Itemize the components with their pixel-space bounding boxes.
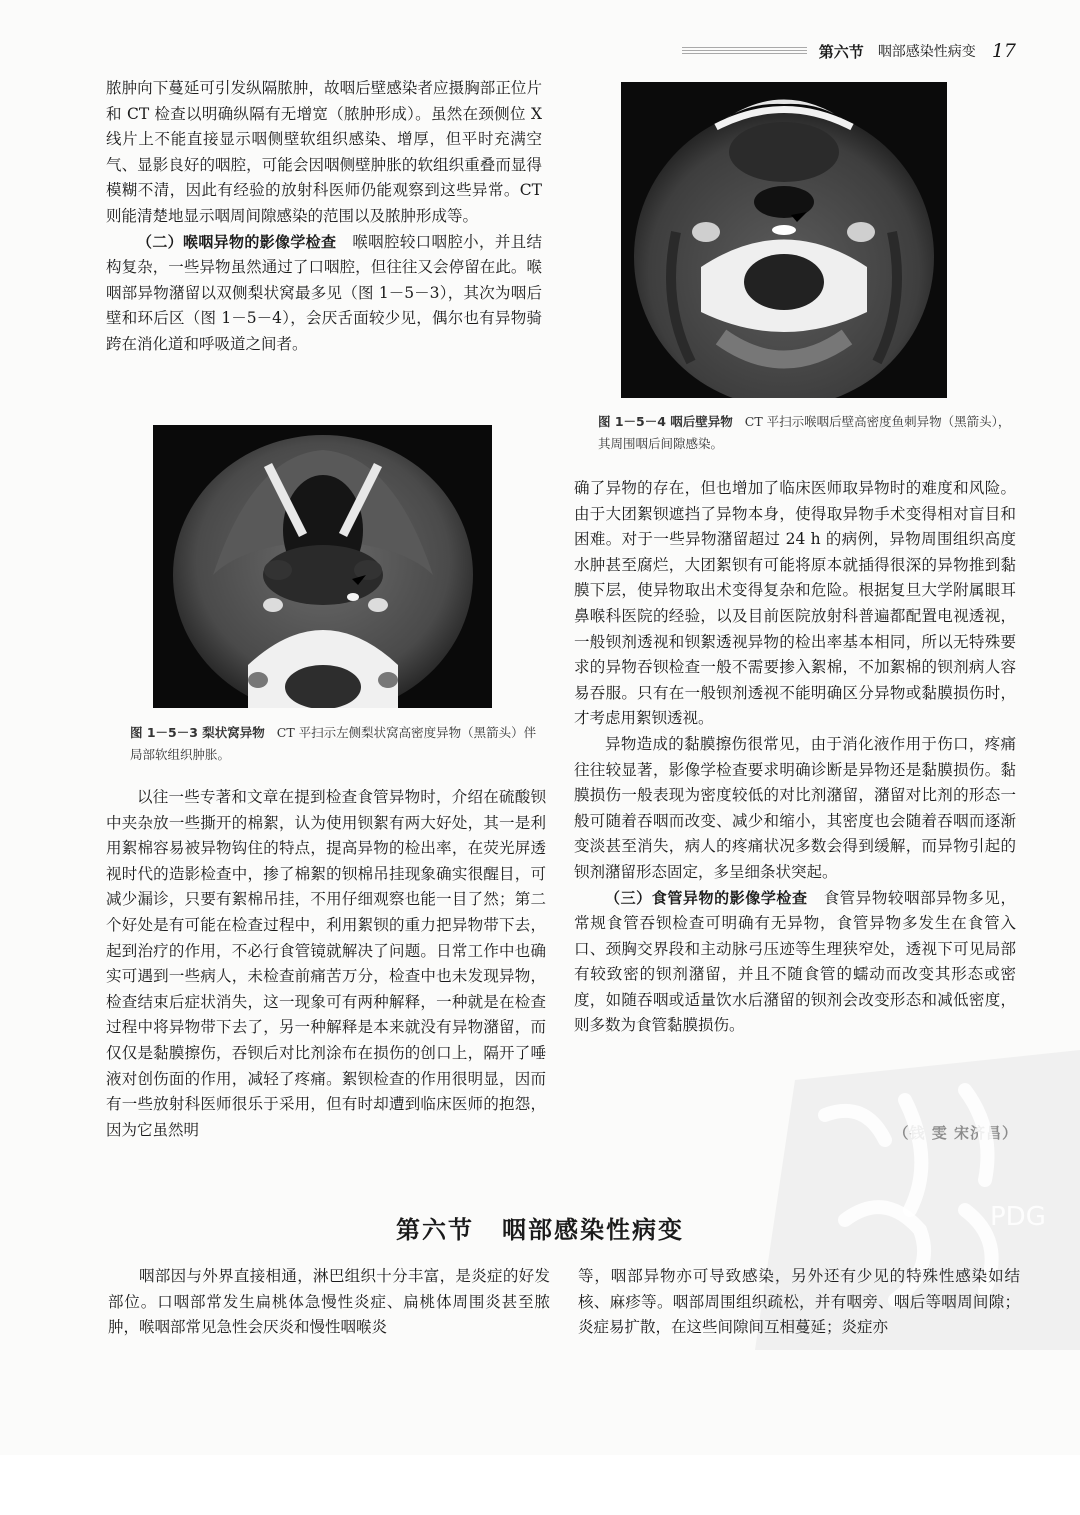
subsection-heading: （三）食管异物的影像学检查	[605, 888, 808, 907]
figure-caption-text: CT 平扫示左侧梨状窝高密度异物（黑箭头）伴局部软组织肿胀。	[130, 725, 537, 762]
figure-caption-text: CT 平扫示喉咽后壁高密度鱼刺异物（黑箭头），其周围咽后间隙感染。	[598, 414, 1011, 451]
running-header	[682, 36, 1016, 66]
header-title: 咽部感染性病变	[877, 44, 976, 60]
header-rule	[682, 47, 807, 56]
bottom-margin	[0, 1455, 1080, 1515]
bottom-right-column	[578, 1264, 1020, 1341]
page-number: 17	[991, 40, 1016, 62]
figure-caption-1-5-4	[598, 411, 1016, 455]
header-section: 第六节	[818, 42, 864, 61]
paragraph: 脓肿向下蔓延可引发纵隔脓肿，故咽后壁感染者应摄胸部正位片和 CT 检查以明确纵隔有无增宽（脓肿形成）。虽然在颈侧位 X 线片上不能直接显示咽侧壁软组织感染、增厚，但平时充满空气、显影良好的咽腔，可能会因咽侧壁肿胀的软组织重叠而显得模糊不清，因此有经验的放射科医师仍能观察到这些异常。CT 则能清楚地显示咽周间隙感染的范围以及脓肿形成等。	[106, 79, 542, 225]
ct-scan-retropharyngeal-image	[621, 82, 947, 398]
section-title	[0, 1210, 1080, 1245]
ct-figure-1-5-4	[621, 82, 947, 398]
bottom-left-column	[108, 1264, 550, 1341]
subsection-heading: （二）喉咽异物的影像学检查	[137, 232, 337, 251]
watermark-text: PDG	[990, 1202, 1046, 1232]
figure-label: 图 1－5－3 梨状窝异物	[130, 725, 265, 740]
left-column-upper	[106, 76, 542, 358]
paragraph	[574, 886, 1016, 1040]
figure-caption-1-5-3	[130, 722, 542, 766]
right-column	[574, 476, 1016, 1039]
paragraph: 确了异物的存在，但也增加了临床医师取异物时的难度和风险。由于大团絮钡遮挡了异物本身，使得取异物手术变得相对盲目和困难。对于一些异物潴留超过 24 h 的病例，异物周围组织高度水肿甚至腐烂，大团絮钡有可能将原本就插得很深的异物推到黏膜下层，使异物取出术变得复杂和危险。根据复旦大学附属眼耳鼻喉科医院的经验，以及目前医院放射科普遍都配置电视透视，一般钡剂透视和钡絮透视异物的检出率基本相同，所以无特殊要求的异物吞钡检查一般不需要掺入絮棉，不加絮棉的钡剂病人容易吞服。只有在一般钡剂透视不能明确区分异物或黏膜损伤时，才考虑用絮钡透视。	[574, 479, 1016, 728]
section-name: 咽部感染性病变	[502, 1216, 684, 1244]
paragraph: 咽部因与外界直接相通，淋巴组织十分丰富，是炎症的好发部位。口咽部常发生扁桃体急慢性炎症、扁桃体周围炎甚至脓肿，喉咽部常见急性会厌炎和慢性咽喉炎	[108, 1267, 550, 1337]
paragraph-body: 食管异物较咽部异物多见，常规食管吞钡检查可明确有无异物，食管异物多发生在食管入口、颈胸交界段和主动脉弓压迹等生理狭窄处，透视下可见局部有较致密的钡剂潴留，并且不随食管的蠕动而改变其形态或密度，如随吞咽或适量饮水后潴留的钡剂会改变形态和减低密度，则多数为食管黏膜损伤。	[574, 888, 1016, 1035]
ct-figure-1-5-3	[153, 425, 492, 708]
paragraph: 以往一些专著和文章在提到检查食管异物时，介绍在硫酸钡中夹杂放一些撕开的棉絮，认为使用钡絮有两大好处，其一是利用絮棉容易被异物钩住的特点，提高异物的检出率，在荧光屏透视时代的造影检查中，掺了棉絮的钡棉吊挂现象确实很醒目，可减少漏诊，只要有絮棉吊挂，不用仔细观察也能一目了然；第二个好处是有可能在检查过程中，利用絮钡的重力把异物带下去，起到治疗的作用，不必行食管镜就解决了问题。日常工作中也确实可遇到一些病人，未检查前痛苦万分，检查中也未发现异物，检查结束后症状消失，这一现象可有两种解释，一种就是在检查过程中将异物带下去了，另一种解释是本来就没有异物潴留，而仅仅是黏膜擦伤，吞钡后对比剂涂布在损伤的创口上，隔开了唾液对创伤面的作用，减轻了疼痛。絮钡检查的作用很明显，因而有一些放射科医师很乐于采用，但有时却遭到临床医师的抱怨，因为它虽然明	[106, 788, 546, 1139]
paragraph: 等，咽部异物亦可导致感染，另外还有少见的特殊性感染如结核、麻疹等。咽部周围组织疏松，并有咽旁、咽后等咽周间隙；炎症易扩散，在这些间隙间互相蔓延；炎症亦	[578, 1267, 1020, 1337]
section-number: 第六节	[396, 1216, 474, 1244]
paragraph	[106, 230, 542, 358]
left-column-lower	[106, 785, 546, 1143]
paragraph-body: 喉咽腔较口咽腔小，并且结构复杂，一些异物虽然通过了口咽腔，但往往又会停留在此。喉咽部异物潴留以双侧梨状窝最多见（图 1－5－3），其次为咽后壁和环后区（图 1－5－4），会厌舌面较少见，偶尔也有异物骑跨在消化道和呼吸道之间者。	[106, 232, 542, 353]
paragraph: 异物造成的黏膜擦伤很常见，由于消化液作用于伤口，疼痛往往较显著，影像学检查要求明确诊断是异物还是黏膜损伤。黏膜损伤一般表现为密度较低的对比剂潴留，潴留对比剂的形态一般可随着吞咽而改变、减少和缩小，其密度也会随着吞咽而逐渐变淡甚至消失，病人的疼痛状况多数会得到缓解，而异物引起的钡剂潴留形态固定，多呈细条状突起。	[574, 734, 1016, 881]
figure-label: 图 1－5－4 咽后壁异物	[598, 414, 733, 429]
ct-scan-pyriform-image	[153, 425, 492, 708]
